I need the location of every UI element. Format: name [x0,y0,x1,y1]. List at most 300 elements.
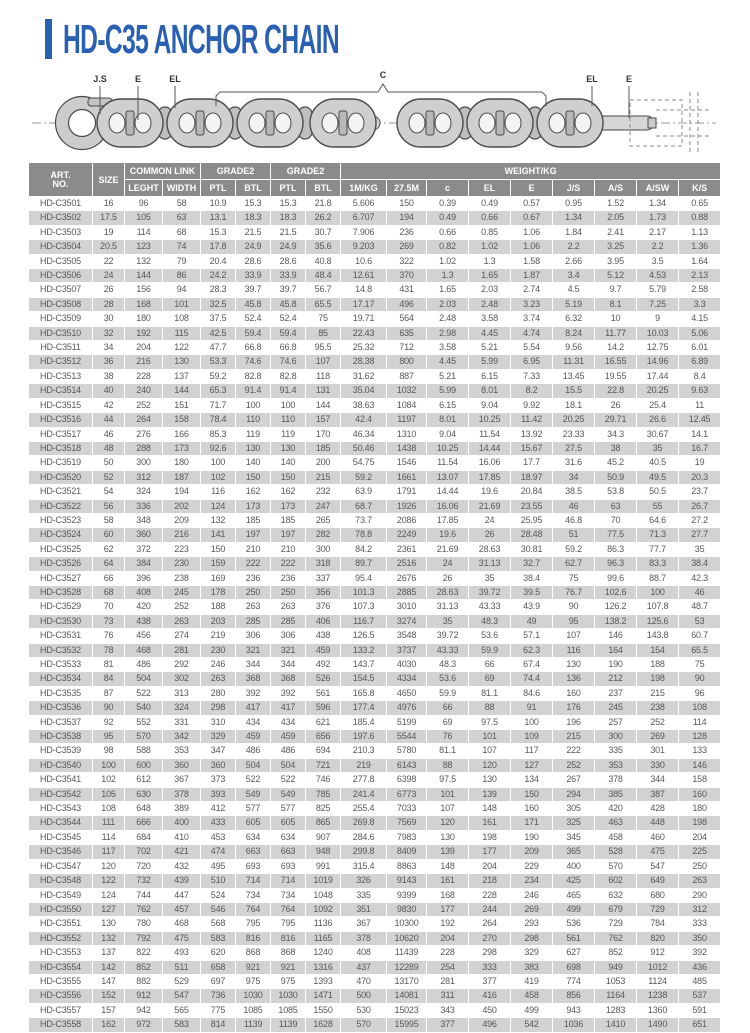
value-cell: 5780 [387,744,427,758]
value-cell: 313 [163,686,201,700]
art-no-cell: HD-C3519 [29,456,93,470]
value-cell: 43.33 [469,600,511,614]
table-row [29,398,721,412]
value-cell: 107.8 [637,600,679,614]
art-no-cell: HD-C3549 [29,888,93,902]
value-cell: 32.7 [511,557,553,571]
value-cell: 28.38 [341,355,387,369]
value-cell: 825 [306,802,341,816]
value-cell: 3.58 [469,312,511,326]
value-cell: 762 [125,902,163,916]
value-cell: 991 [306,859,341,873]
value-cell: 78.4 [201,413,236,427]
value-cell: 408 [341,946,387,960]
table-body [29,197,721,1033]
value-cell: 15.3 [236,197,271,211]
value-cell: 8.01 [427,413,469,427]
value-cell: 28.6 [271,254,306,268]
value-cell: 500 [341,989,387,1003]
value-cell: 417 [236,701,271,715]
value-cell: 431 [387,283,427,297]
value-cell: 591 [679,1003,721,1017]
value-cell: 102.6 [595,585,637,599]
value-cell: 141 [201,528,236,542]
value-cell: 161 [427,874,469,888]
value-cell: 8863 [387,859,427,873]
value-cell: 263 [236,600,271,614]
value-cell: 3.4 [553,269,595,283]
value-cell: 329 [511,946,553,960]
art-no-cell: HD-C3525 [29,542,93,556]
value-cell: 26.6 [637,413,679,427]
value-cell: 697 [201,974,236,988]
value-cell: 702 [125,845,163,859]
value-cell: 140 [271,456,306,470]
value-cell: 98 [93,744,125,758]
value-cell: 14.2 [595,341,637,355]
value-cell: 360 [201,758,236,772]
value-cell: 1136 [306,917,341,931]
value-cell: 59.2 [341,470,387,484]
value-cell: 438 [125,614,163,628]
value-cell: 79 [163,254,201,268]
value-cell: 100 [236,398,271,412]
value-cell: 353 [163,744,201,758]
art-no-cell: HD-C3513 [29,369,93,383]
value-cell: 263 [201,672,236,686]
value-cell: 583 [163,1018,201,1032]
value-cell: 7.25 [637,297,679,311]
value-cell: 28.63 [469,542,511,556]
value-cell: 216 [163,528,201,542]
value-cell: 48.4 [306,269,341,283]
value-cell: 151 [163,398,201,412]
art-no-cell: HD-C3539 [29,744,93,758]
value-cell: 162 [236,485,271,499]
value-cell: 130 [469,773,511,787]
header-grade2-b: GRADE2 [271,163,341,180]
value-cell: 66 [93,571,125,585]
value-cell: 529 [163,974,201,988]
value-cell: 1310 [387,427,427,441]
value-cell: 1048 [306,888,341,902]
art-no-cell: HD-C3508 [29,297,93,311]
art-no-cell: HD-C3542 [29,787,93,801]
value-cell: 107 [427,802,469,816]
value-cell: 14.1 [679,427,721,441]
value-cell: 1.3 [469,254,511,268]
header-weight-kg: WEIGHT/KG [341,163,721,180]
value-cell: 0.49 [469,197,511,211]
value-cell: 378 [341,931,387,945]
value-cell: 23.55 [511,499,553,513]
table-row [29,341,721,355]
value-cell: 164 [595,643,637,657]
value-cell: 133 [679,744,721,758]
value-cell: 130 [93,917,125,931]
art-no-cell: HD-C3510 [29,326,93,340]
value-cell: 342 [163,730,201,744]
table-row [29,600,721,614]
value-cell: 800 [387,355,427,369]
value-cell: 504 [236,758,271,772]
value-cell: 150 [511,787,553,801]
value-cell: 252 [637,715,679,729]
value-cell: 168 [427,888,469,902]
value-cell: 10.03 [637,326,679,340]
table-row [29,283,721,297]
value-cell: 458 [511,989,553,1003]
value-cell: 188 [637,658,679,672]
value-cell: 284.6 [341,830,387,844]
value-cell: 392 [236,686,271,700]
value-cell: 254 [427,960,469,974]
value-cell: 3.23 [511,297,553,311]
value-cell: 21.69 [427,542,469,556]
value-cell: 59.9 [469,643,511,657]
value-cell: 632 [595,888,637,902]
value-cell: 19.71 [341,312,387,326]
value-cell: 19.6 [469,485,511,499]
value-cell: 620 [201,946,236,960]
value-cell: 865 [306,816,341,830]
value-cell: 20.4 [201,254,236,268]
value-cell: 240 [125,384,163,398]
value-cell: 66.8 [236,341,271,355]
value-cell: 460 [637,830,679,844]
value-cell: 13.07 [427,470,469,484]
value-cell: 32.5 [201,297,236,311]
value-cell: 101 [427,787,469,801]
value-cell: 780 [125,917,163,931]
value-cell: 814 [201,1018,236,1032]
value-cell: 425 [553,874,595,888]
value-cell: 744 [125,888,163,902]
table-row [29,902,721,916]
value-cell: 816 [236,931,271,945]
value-cell: 96 [125,197,163,211]
value-cell: 648 [125,802,163,816]
value-cell: 2086 [387,513,427,527]
value-cell: 13.1 [201,211,236,225]
value-cell: 92 [93,715,125,729]
table-row [29,888,721,902]
value-cell: 146 [679,758,721,772]
value-cell: 43.9 [511,600,553,614]
value-cell: 734 [236,888,271,902]
subheader-row [29,180,721,197]
value-cell: 82.8 [236,369,271,383]
value-cell: 10.9 [201,197,236,211]
value-cell: 144 [163,384,201,398]
value-cell: 197 [271,528,306,542]
value-cell: 38 [93,369,125,383]
value-cell: 1283 [595,1003,637,1017]
value-cell: 128 [679,730,721,744]
value-cell: 19 [679,456,721,470]
value-cell: 0.66 [469,211,511,225]
value-cell: 39.7 [236,283,271,297]
chain-diagram [30,62,720,160]
value-cell: 7.33 [511,369,553,383]
value-cell: 330 [637,758,679,772]
value-cell: 59.4 [271,326,306,340]
page-title: HD-C35 ANCHOR CHAIN [63,15,340,62]
value-cell: 387 [637,787,679,801]
subheader-leght: LEGHT [125,180,163,197]
value-cell: 24.9 [271,240,306,254]
value-cell: 774 [553,974,595,988]
value-cell: 408 [125,585,163,599]
subheader-as: A/S [595,180,637,197]
value-cell: 311 [427,989,469,1003]
value-cell: 496 [387,297,427,311]
art-no-cell: HD-C3528 [29,585,93,599]
value-cell: 77.7 [637,542,679,556]
value-cell: 312 [679,902,721,916]
value-cell: 1.65 [469,269,511,283]
value-cell: 583 [201,931,236,945]
value-cell: 9.92 [511,398,553,412]
value-cell: 228 [427,946,469,960]
value-cell: 23.33 [553,427,595,441]
value-cell: 71.7 [201,398,236,412]
art-no-cell: HD-C3529 [29,600,93,614]
table-row [29,758,721,772]
table-row [29,744,721,758]
value-cell: 651 [679,1018,721,1032]
value-cell: 277.8 [341,773,387,787]
art-no-cell: HD-C3552 [29,931,93,945]
table-row [29,643,721,657]
value-cell: 99.6 [595,571,637,585]
value-cell: 170 [306,427,341,441]
value-cell: 1.02 [469,240,511,254]
value-cell: 4334 [387,672,427,686]
value-cell: 324 [125,485,163,499]
value-cell: 1410 [595,1018,637,1032]
value-cell: 1053 [595,974,637,988]
table-row [29,816,721,830]
value-cell: 6143 [387,758,427,772]
value-cell: 764 [236,902,271,916]
value-cell: 76 [93,629,125,643]
art-no-cell: HD-C3534 [29,672,93,686]
value-cell: 792 [125,931,163,945]
art-no-cell: HD-C3547 [29,859,93,873]
value-cell: 345 [553,830,595,844]
table-row [29,874,721,888]
value-cell: 356 [306,585,341,599]
value-cell: 59.9 [427,686,469,700]
value-cell: 1238 [637,989,679,1003]
value-cell: 8.2 [511,384,553,398]
value-cell: 663 [271,845,306,859]
value-cell: 65.5 [679,643,721,657]
subheader-btl-2: BTL [306,180,341,197]
art-no-cell: HD-C3550 [29,902,93,916]
value-cell: 3.95 [595,254,637,268]
value-cell: 178 [201,585,236,599]
value-cell: 116 [553,643,595,657]
value-cell: 1085 [236,1003,271,1017]
value-cell: 6.15 [427,398,469,412]
value-cell: 293 [511,917,553,931]
value-cell: 459 [306,643,341,657]
value-cell: 108 [163,312,201,326]
value-cell: 605 [271,816,306,830]
value-cell: 621 [306,715,341,729]
value-cell: 5.99 [427,384,469,398]
value-cell: 6.15 [469,369,511,383]
value-cell: 115 [163,326,201,340]
value-cell: 436 [679,960,721,974]
value-cell: 54.75 [341,456,387,470]
art-no-cell: HD-C3543 [29,802,93,816]
value-cell: 420 [125,600,163,614]
value-cell: 77.5 [595,528,637,542]
value-cell: 3.3 [679,297,721,311]
value-cell: 136 [553,672,595,686]
value-cell: 26 [427,571,469,585]
value-cell: 1550 [306,1003,341,1017]
value-cell: 263 [163,614,201,628]
value-cell: 299.8 [341,845,387,859]
value-cell: 209 [511,845,553,859]
value-cell: 69 [427,715,469,729]
value-cell: 63.9 [341,485,387,499]
table-row [29,830,721,844]
value-cell: 326 [341,874,387,888]
value-cell: 504 [125,672,163,686]
value-cell: 159 [201,557,236,571]
value-cell: 17.85 [469,470,511,484]
value-cell: 13.92 [511,427,553,441]
value-cell: 522 [236,773,271,787]
value-cell: 15.5 [553,384,595,398]
value-cell: 26 [595,398,637,412]
value-cell: 2.03 [427,297,469,311]
value-cell: 542 [511,1018,553,1032]
value-cell: 139 [469,787,511,801]
value-cell: 785 [306,787,341,801]
value-cell: 1.87 [511,269,553,283]
value-cell: 157 [93,1003,125,1017]
table-row [29,528,721,542]
value-cell: 2.41 [595,225,637,239]
table-row [29,197,721,211]
table-row [29,960,721,974]
value-cell: 433 [201,816,236,830]
value-cell: 222 [236,557,271,571]
table-row [29,485,721,499]
value-cell: 5.06 [679,326,721,340]
value-cell: 16.7 [679,441,721,455]
value-cell: 596 [306,701,341,715]
value-cell: 200 [306,456,341,470]
value-cell: 71.3 [637,528,679,542]
value-cell: 16.06 [427,499,469,513]
value-cell: 230 [163,557,201,571]
value-cell: 114 [125,225,163,239]
value-cell: 177 [469,845,511,859]
subheader-ks: K/S [679,180,721,197]
value-cell: 202 [163,499,201,513]
value-cell: 522 [125,686,163,700]
value-cell: 434 [236,715,271,729]
subheader-btl-1: BTL [236,180,271,197]
value-cell: 169 [201,571,236,585]
value-cell: 0.67 [511,211,553,225]
value-cell: 34 [553,470,595,484]
value-cell: 11.54 [427,456,469,470]
value-cell: 343 [427,1003,469,1017]
value-cell: 100 [511,715,553,729]
value-cell: 4976 [387,701,427,715]
table-row [29,456,721,470]
value-cell: 130 [236,441,271,455]
table-row [29,629,721,643]
value-cell: 73.7 [341,513,387,527]
value-cell: 1316 [306,960,341,974]
value-cell: 160 [679,787,721,801]
value-cell: 475 [163,931,201,945]
value-cell: 45.8 [271,297,306,311]
value-cell: 229 [511,859,553,873]
value-cell: 101 [163,297,201,311]
value-cell: 48.3 [427,658,469,672]
value-cell: 9 [637,312,679,326]
value-cell: 9.04 [469,398,511,412]
value-cell: 2516 [387,557,427,571]
value-cell: 282 [306,528,341,542]
value-cell: 0.95 [553,197,595,211]
subheader-width: WIDTH [163,180,201,197]
value-cell: 17.44 [637,369,679,383]
value-cell: 84.6 [511,686,553,700]
value-cell: 35 [637,441,679,455]
value-cell: 34.3 [595,427,637,441]
value-cell: 64 [93,557,125,571]
value-cell: 360 [163,758,201,772]
value-cell: 552 [125,715,163,729]
value-cell: 17.17 [341,297,387,311]
title-accent-bar [45,19,52,59]
art-no-cell: HD-C3530 [29,614,93,628]
value-cell: 168 [125,297,163,311]
value-cell: 76 [427,730,469,744]
diagram-label-el-left: EL [169,74,181,84]
art-no-cell: HD-C3548 [29,874,93,888]
value-cell: 17.85 [427,513,469,527]
table-row [29,802,721,816]
value-cell: 10.25 [427,441,469,455]
value-cell: 150 [271,470,306,484]
value-cell: 948 [306,845,341,859]
value-cell: 171 [511,816,553,830]
value-cell: 111 [93,816,125,830]
value-cell: 101.3 [341,585,387,599]
value-cell: 463 [595,816,637,830]
value-cell: 28.6 [236,254,271,268]
value-cell: 5.12 [595,269,637,283]
value-cell: 269.8 [341,816,387,830]
value-cell: 122 [93,874,125,888]
value-cell: 16.55 [595,355,637,369]
value-cell: 209 [163,513,201,527]
value-cell: 28.63 [427,585,469,599]
header-art-line1: ART. [50,169,71,180]
